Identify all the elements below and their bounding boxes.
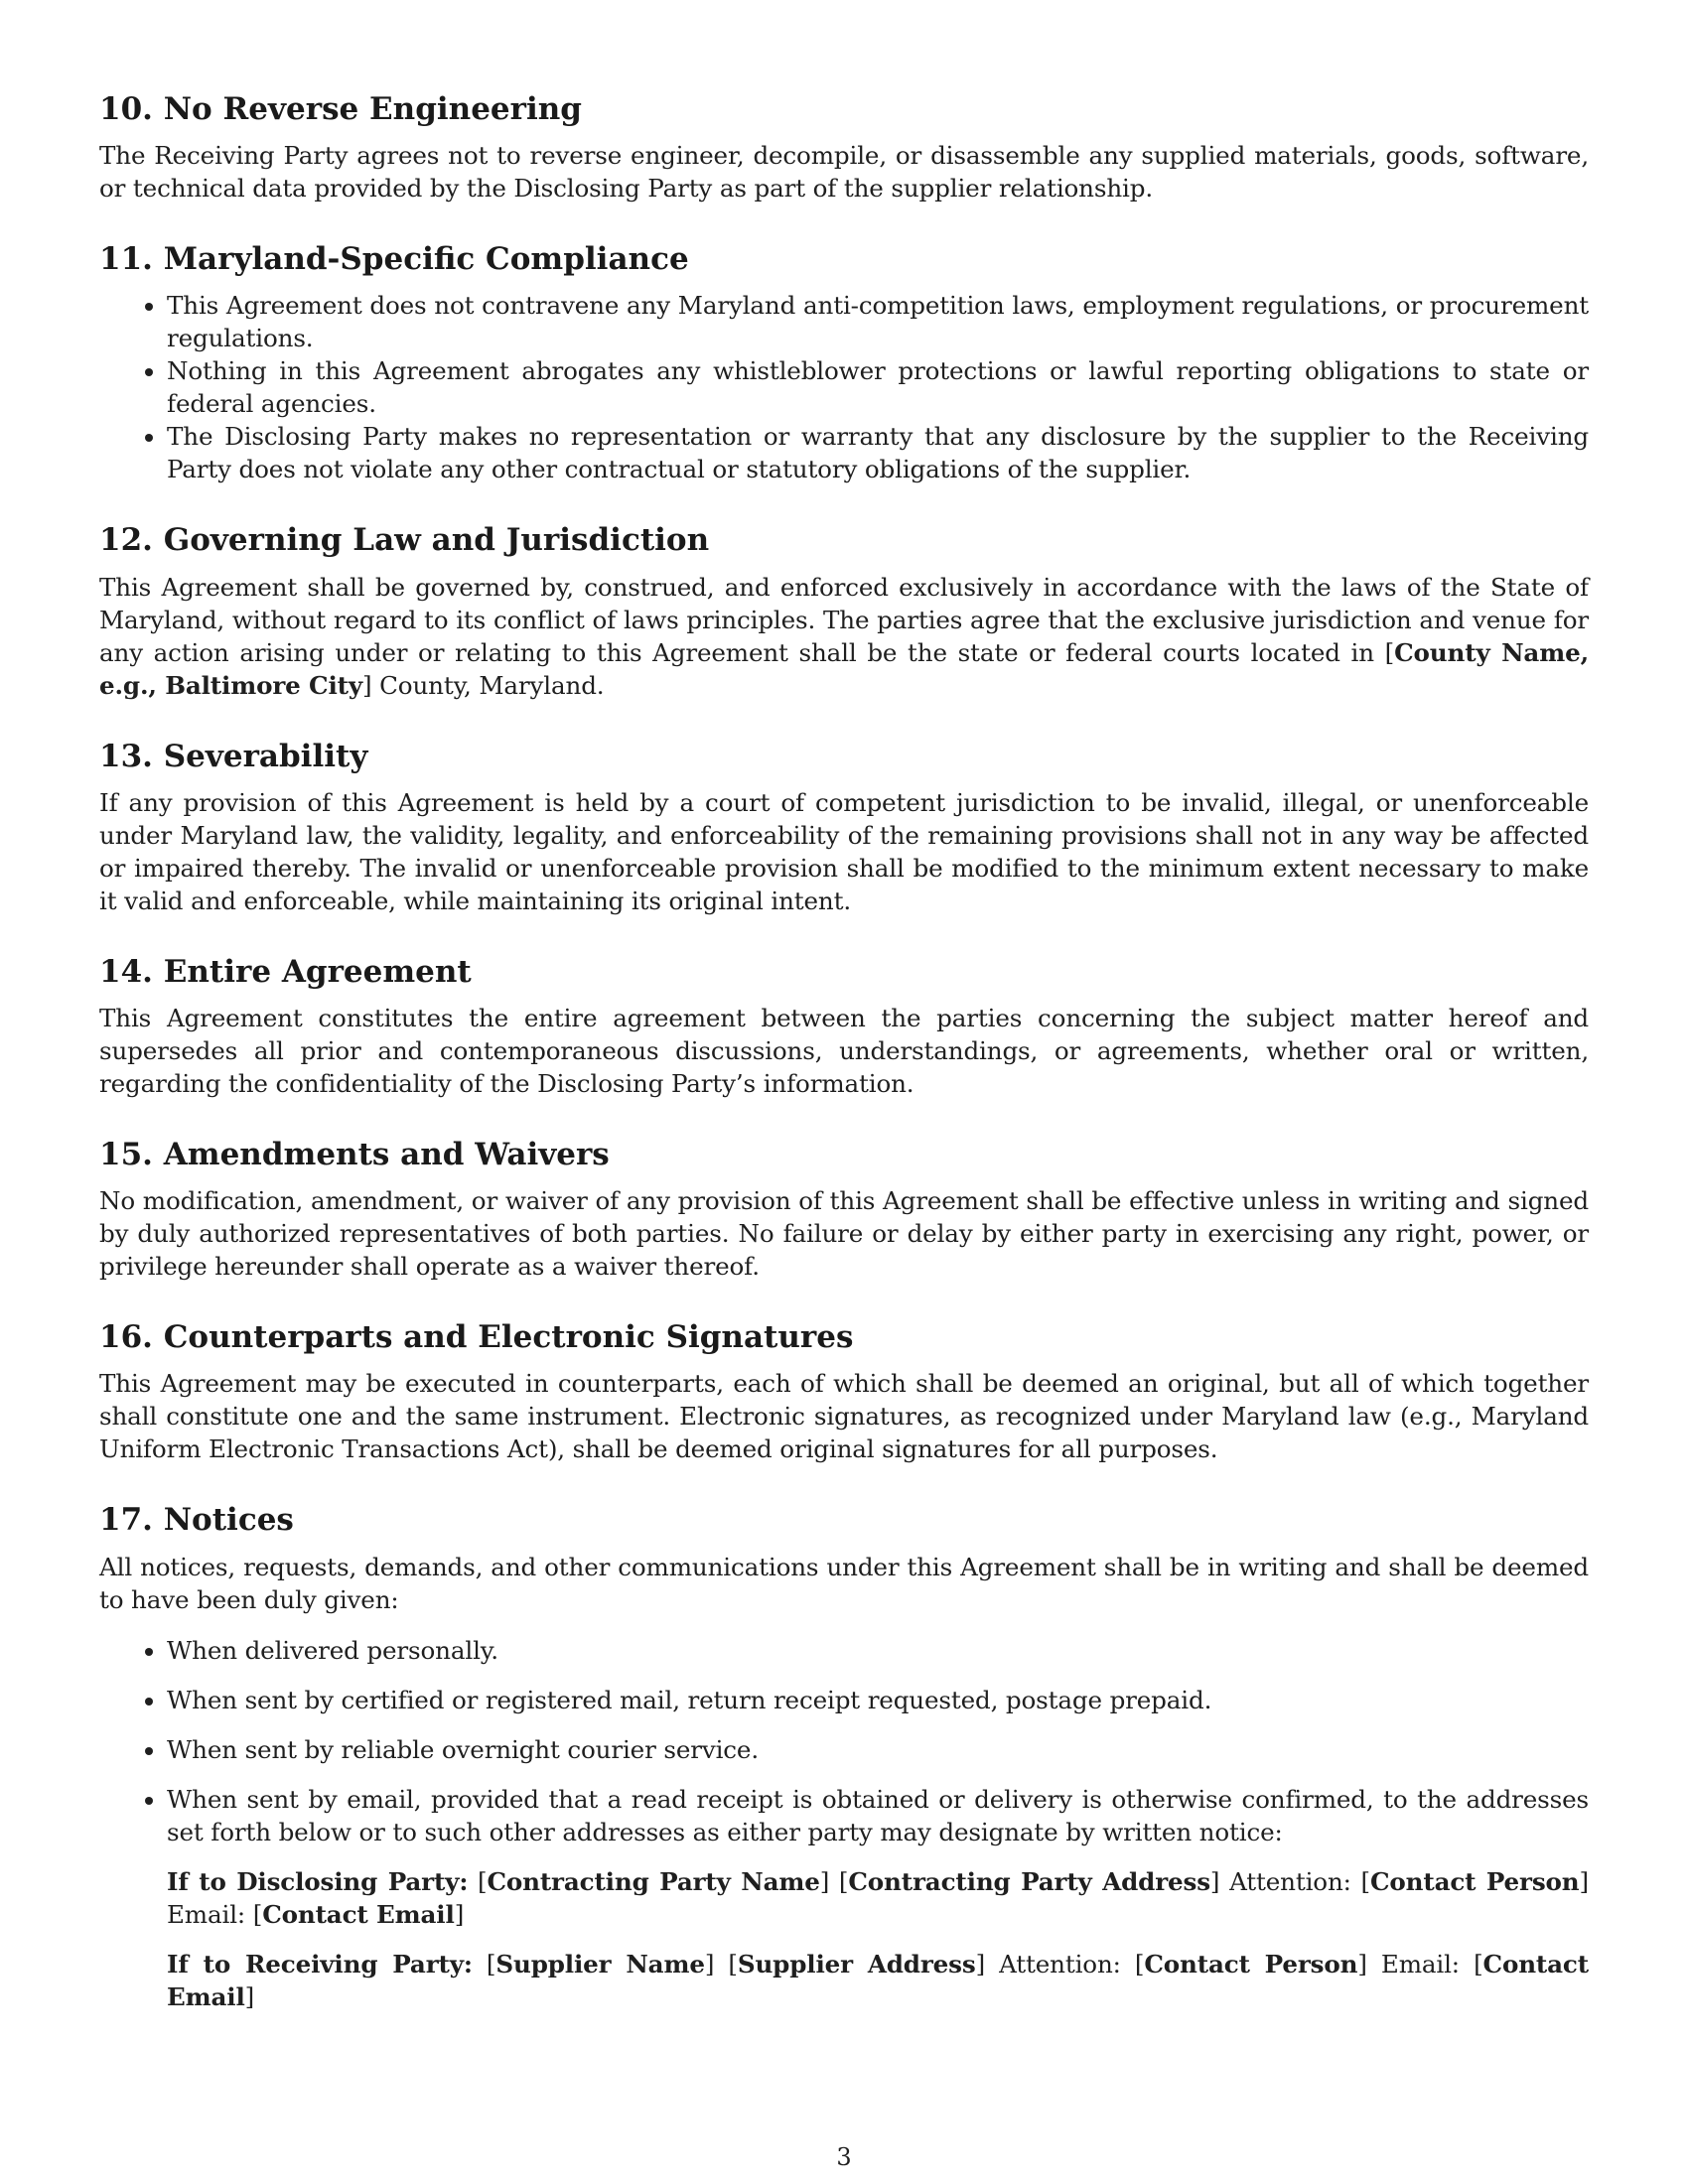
body-text: This Agreement shall be governed by, construed, and enforced exclusively in accordance with the laws of the State of Maryland, without regard to its conflict of laws principles. The parties agree that the exclusive jurisdiction and venue for any action arising under or relating to this Agreement shall be the state or federal courts located in [	[99, 572, 1589, 667]
party-name: Contracting Party Name	[487, 1866, 820, 1896]
body-text: ] County, Maryland.	[362, 670, 605, 700]
section-body: This Agreement constitutes the entire agreement between the parties concerning the subject matter hereof and supersedes all prior and contemporaneous discussions, understandings, or agreements, whether oral or written, regarding the confidentiality of the Disclosing Party’s information.	[99, 1003, 1589, 1098]
list-item: • Nothing in this Agreement abrogates any whistleblower protections or lawful reporting obligations to state or federal agencies.	[167, 354, 1589, 420]
section-body: This Agreement may be executed in counterparts, each of which shall be deemed an original, but all of which together shall constitute one and the same instrument. Electronic signatures, as recognized under Maryland law (e.g., Maryland Uniform Electronic Transactions Act), shall be deemed original signatures for all purposes.	[99, 1369, 1589, 1464]
address-label: If to Disclosing Party:	[167, 1866, 469, 1896]
section-12	[99, 522, 1589, 701]
section-heading: 10. No Reverse Engineering	[99, 91, 582, 127]
section-14	[99, 954, 1589, 1100]
section-body: The Receiving Party agrees not to reverse engineer, decompile, or disassemble any supplied materials, goods, software, or technical data provided by the Disclosing Party as part of the supplier relationship.	[99, 141, 1589, 204]
section-heading: 13. Severability	[99, 738, 368, 774]
section-15	[99, 1137, 1589, 1283]
list-item: • When delivered personally.	[167, 1634, 1589, 1667]
party-name: Supplier Name	[495, 1949, 705, 1979]
receiving-party-address: If to Receiving Party: [Supplier Name] [Supplier Address] Attention: [Contact Person] Email: [Contact Email]	[167, 1949, 1589, 2011]
section-heading: 14. Entire Agreement	[99, 953, 472, 990]
list-item: • The Disclosing Party makes no representation or warranty that any disclosure by the supplier to the Receiving Party does not violate any other contractual or statutory obligations of the supplier.	[167, 420, 1589, 485]
section-heading: 16. Counterparts and Electronic Signatures	[99, 1319, 854, 1356]
section-body: No modification, amendment, or waiver of any provision of this Agreement shall be effective unless in writing and signed by duly authorized representatives of both parties. No failure or delay by either party in exercising any right, power, or privilege hereunder shall operate as a waiver thereof.	[99, 1186, 1589, 1282]
address-label: If to Receiving Party:	[167, 1949, 473, 1979]
email-label: Email:	[1380, 1949, 1460, 1979]
contact-email: Contact Email	[262, 1899, 455, 1929]
page-number: 3	[836, 2143, 852, 2171]
section-16	[99, 1319, 1589, 1465]
bullet-list	[99, 1634, 1589, 1848]
section-heading: 11. Maryland-Specific Compliance	[99, 241, 689, 278]
county-placeholder: County Name, e.g., Baltimore City	[99, 637, 1589, 700]
list-item: • When sent by certified or registered mail, return receipt requested, postage prepaid.	[167, 1684, 1589, 1716]
contact-person: Contact Person	[1369, 1866, 1580, 1896]
section-heading: 15. Amendments and Waivers	[99, 1136, 610, 1172]
party-address: Supplier Address	[737, 1949, 976, 1979]
document-page	[99, 91, 1589, 2013]
section-11	[99, 241, 1589, 485]
attention-label: Attention:	[999, 1949, 1121, 1979]
contact-email: Contact Email	[167, 1949, 1589, 2011]
section-body: If any provision of this Agreement is held by a court of competent jurisdiction to be invalid, illegal, or unenforceable under Maryland law, the validity, legality, and enforceability of the remaining provisions shall not in any way be affected or impaired thereby. The invalid or unenforceable provision shall be modified to the minimum extent necessary to make it valid and enforceable, while maintaining its original intent.	[99, 787, 1589, 915]
email-label: Email:	[167, 1899, 246, 1929]
section-13	[99, 739, 1589, 917]
section-body	[99, 571, 1589, 702]
section-17	[99, 1502, 1589, 2012]
list-item: • When sent by reliable overnight courier service.	[167, 1733, 1589, 1766]
list-item: • This Agreement does not contravene any Maryland anti-competition laws, employment regulations, or procurement regulations.	[167, 289, 1589, 354]
attention-label: Attention:	[1229, 1866, 1351, 1896]
party-address: Contracting Party Address	[848, 1866, 1210, 1896]
section-heading: 12. Governing Law and Jurisdiction	[99, 522, 710, 559]
section-body: All notices, requests, demands, and other communications under this Agreement shall be in writing and shall be deemed to have been duly given:	[99, 1552, 1589, 1614]
section-10	[99, 91, 1589, 205]
list-item: • When sent by email, provided that a read receipt is obtained or delivery is otherwise confirmed, to the addresses set forth below or to such other addresses as either party may designate by written notice:	[167, 1783, 1589, 1848]
contact-person: Contact Person	[1144, 1949, 1358, 1979]
section-heading: 17. Notices	[99, 1502, 294, 1539]
disclosing-party-address: If to Disclosing Party: [Contracting Party Name] [Contracting Party Address] Attention: [Contact Person] Email: [Contact Email]	[167, 1866, 1589, 1929]
bullet-list	[99, 289, 1589, 485]
